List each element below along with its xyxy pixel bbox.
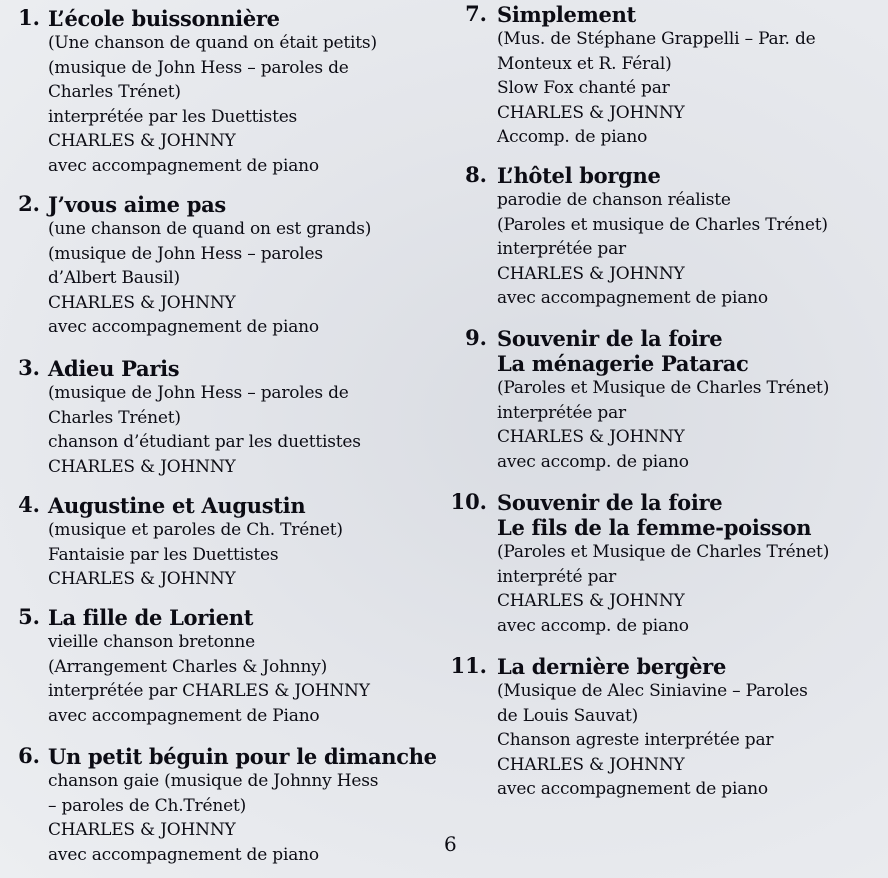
track-credit-line: Accomp. de piano [497,127,648,148]
track-number: 7. [465,1,487,26]
track-credit-line: (Mus. de Stéphane Grappelli – Par. de [497,29,816,49]
track-credit-line: avec accompagnement de piano [497,288,768,309]
track-credit-line: (Paroles et musique de Charles Trénet) [497,214,828,235]
track-title: L’école buissonnière [48,6,280,31]
track-number: 6. [18,743,40,768]
track-credit-line: avec accompagnement de piano [497,779,768,800]
track-credit-line: avec accomp. de piano [497,615,689,636]
track-credit-line: CHARLES & JOHNNY [48,292,236,313]
track-number: 5. [18,604,40,629]
track-credit-line: Fantaisie par les Duettistes [48,544,279,565]
track-credit-line: Charles Trénet) [48,407,181,428]
track-number: 9. [465,325,487,350]
track-credit-line: (musique de John Hess – paroles de [48,383,349,403]
track-body [497,654,808,802]
track-credit-line: chanson d’étudiant par les duettistes [48,432,361,453]
track-credit-line: interprétée par [497,239,626,260]
track-credit-line: avec accompagnement de piano [48,155,319,176]
track-subtitle: Le fils de la femme-poisson [497,515,812,540]
track-credit-line: parodie de chanson réaliste [497,190,731,210]
track-title: Augustine et Augustin [48,493,306,518]
track-body [48,6,377,179]
track-credit-line: CHARLES & JOHNNY [497,591,685,612]
track-credit-line: CHARLES & JOHNNY [497,427,685,448]
track-credit-line: interprété par [497,566,617,587]
track-body [497,326,829,474]
track-title: J’vous aime pas [48,192,226,217]
page-number: 6 [444,832,457,856]
track-credit-line: (musique de John Hess – paroles [48,243,323,264]
track-title: Souvenir de la foire [497,326,723,351]
track-credit-line: (une chanson de quand on est grands) [48,219,372,239]
track-credit-line: interprétée par CHARLES & JOHNNY [48,681,370,702]
track-credit-line: (musique de John Hess – paroles de [48,57,349,78]
track-credit-line: CHARLES & JOHNNY [48,569,236,590]
track-number: 8. [465,162,487,187]
track-number: 11. [450,653,487,678]
track-credit-line: (Une chanson de quand on était petits) [48,33,377,53]
track-credit-line: avec accomp. de piano [497,451,689,472]
track-title: Un petit béguin pour le dimanche [48,744,437,769]
track-title: Simplement [497,2,636,27]
track-credit-line: Slow Fox chanté par [497,78,670,99]
track-credit-line: avec accompagnement de piano [48,317,319,338]
track-credit-line: avec accompagnement de piano [48,844,319,865]
track-body [497,163,828,311]
track-title: La fille de Lorient [48,605,254,630]
track-credit-line: Chanson agreste interprétée par [497,730,774,751]
track-credit-line: CHARLES & JOHNNY [48,456,236,477]
track-number: 4. [18,492,40,517]
track-credit-line: (Paroles et Musique de Charles Trénet) [497,542,830,562]
track-credit-line: interprétée par [497,402,626,423]
track-credit-line: CHARLES & JOHNNY [48,820,236,841]
track-credit-line: (Paroles et Musique de Charles Trénet) [497,378,830,398]
track-body [48,744,437,867]
track-title: La dernière bergère [497,654,727,679]
track-credit-line: de Louis Sauvat) [497,705,639,726]
track-subtitle: La ménagerie Patarac [497,351,749,376]
track-credit-line: avec accompagnement de Piano [48,705,320,726]
track-body [48,493,343,592]
track-number: 2. [18,191,40,216]
track-credit-line: Monteux et R. Féral) [497,53,672,74]
track-body [48,356,361,479]
track-number: 3. [18,355,40,380]
track-credit-line: chanson gaie (musique de Johnny Hess [48,771,379,791]
track-title: Adieu Paris [48,356,180,381]
track-number: 10. [450,489,487,514]
track-credit-line: CHARLES & JOHNNY [48,131,236,152]
track-credit-line: interprétée par les Duettistes [48,106,298,127]
track-credit-line: d’Albert Bausil) [48,268,180,289]
track-credit-line: CHARLES & JOHNNY [497,263,685,284]
track-credit-line: vieille chanson bretonne [48,632,256,652]
track-credit-line: CHARLES & JOHNNY [497,102,685,123]
track-credit-line: (musique et paroles de Ch. Trénet) [48,520,343,540]
track-body [497,490,829,638]
track-credit-line: CHARLES & JOHNNY [497,754,685,775]
track-credit-line: – paroles de Ch.Trénet) [48,795,247,816]
track-title: Souvenir de la foire [497,490,723,515]
track-number: 1. [18,5,40,30]
track-body [48,605,370,728]
track-credit-line: (Musique de Alec Siniavine – Paroles [497,681,808,701]
track-title: L’hôtel borgne [497,163,661,188]
track-credit-line: (Arrangement Charles & Johnny) [48,656,328,677]
track-body [497,2,816,150]
track-body [48,192,371,340]
track-credit-line: Charles Trénet) [48,82,181,103]
